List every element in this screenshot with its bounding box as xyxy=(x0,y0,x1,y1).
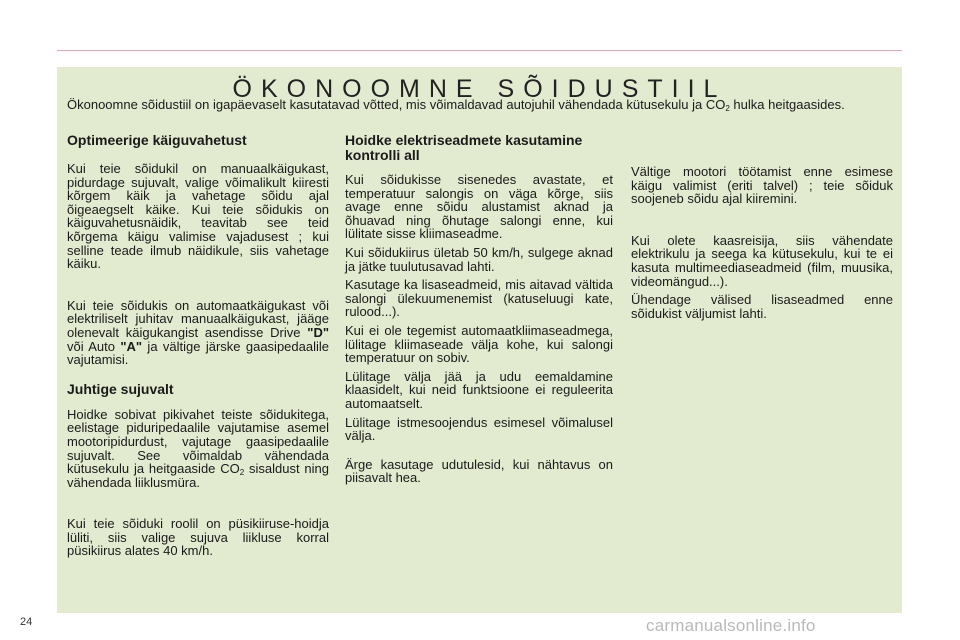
text-smooth-b: sisaldust ning vähendada liiklusmüra. xyxy=(67,461,329,490)
intro-text-end: hulka heitgaasides. xyxy=(729,97,845,112)
page-number: 24 xyxy=(20,616,33,628)
paragraph-automatic-gearbox xyxy=(67,299,329,367)
paragraph-defrost: Lülitage välja jää ja udu eemaldamine klaasidelt, kui neid funktsioone ei reguleerita automaatselt. xyxy=(345,368,613,411)
top-divider xyxy=(57,50,902,51)
watermark: carmanualsonline.info xyxy=(646,616,816,635)
column-right xyxy=(631,165,893,320)
heading-gear-shifting: Optimeerige käiguvahetust xyxy=(67,132,247,148)
text-automatic-mid: või Auto xyxy=(67,338,121,354)
intro-paragraph xyxy=(67,98,897,112)
paragraph-fog-lamps: Ärge kasutage udutulesid, kui nähtavus on piisavalt hea. xyxy=(345,456,613,486)
paragraph-passenger-multimedia: Kui olete kaasreisija, siis vähendate elektrikulu ja seega ka kütusekulu, kui te ei kasuta multimeediaseadmeid (film, muusika, videomängud...). xyxy=(631,232,893,289)
text-smooth-a: Hoidke sobivat pikivahet teiste sõidukitega, eelistage piduripedaalile vajutamise asemel mootoripidurdust, vajutage gaasipedaalile sujuvalt. See võimaldab vähendada kütusekulu ja heitgaaside CO xyxy=(67,406,329,477)
paragraph-accessories: Kasutage ka lisaseadmeid, mis aitavad vältida salongi ülekuumenemist (katuseluugi kate, rulood...). xyxy=(345,277,613,320)
paragraph-manual-gearbox: Kui teie sõidukil on manuaalkäigukast, pidurdage sujuvalt, valige võimalikult kiiresti kõrgem käik ja vahetage sõidu ajal õigeaegselt käike. Kui teie sõidukis on käiguvahetusnäidik, teavitab see teid kõrgema käigu valimise vajadusest ; kui selline teade ilmub näidikule, siis vahetage käiku. xyxy=(67,161,329,272)
text-automatic-a: Kui teie sõidukis on automaatkäigukast või elektriliselt juhitav manuaalkäigukast, jääge olenevalt käigukangist asendisse Drive xyxy=(67,297,329,340)
text-automatic-c: ja vältige järske gaasipedaalile vajutamisi. xyxy=(67,338,329,368)
text-smooth-sub: 2 xyxy=(239,468,245,478)
paragraph-smooth-driving xyxy=(67,408,329,490)
column-middle xyxy=(345,133,613,485)
text-drive-d: "D" xyxy=(307,324,329,340)
paragraph-seat-heating: Lülitage istmesoojendus esimesel võimalusel välja. xyxy=(345,414,613,444)
heading-smooth-driving: Juhtige sujuvalt xyxy=(67,380,174,397)
intro-subscript: 2 xyxy=(725,104,730,113)
intro-text: Ökonoomne sõidustiil on igapäevaselt kasutatavad võtted, mis võimaldavad autojuhil vähendada kütusekulu ja CO xyxy=(67,97,726,112)
column-left xyxy=(67,133,329,558)
text-auto-a: "A" xyxy=(120,338,143,354)
paragraph-close-windows: Kui sõidukiirus ületab 50 km/h, sulgege aknad ja jätke tuulutusavad lahti. xyxy=(345,244,613,274)
paragraph-disconnect-devices: Ühendage välised lisaseadmed enne sõidukist väljumist lahti. xyxy=(631,292,893,321)
paragraph-engine-warmup: Vältige mootori töötamist enne esimese käigu valimist (eriti talvel) ; teie sõiduk soojeneb sõidu ajal kiiremini. xyxy=(631,164,893,207)
paragraph-ventilate: Kui sõidukisse sisenedes avastate, et temperatuur salongis on väga kõrge, siis avage enne sõidu alustamist aknad ja õhuavad ning õhutage salongi enne, kui lülitate sisse kliimaseadme. xyxy=(345,172,613,242)
page-title: ÖKONOOMNE SÕIDUSTIIL xyxy=(232,75,727,103)
paragraph-air-conditioning: Kui ei ole tegemist automaatkliimaseadmega, lülitage kliimaseade välja kohe, kui salongi temperatuur on sobiv. xyxy=(345,322,613,366)
paragraph-cruise-control: Kui teie sõiduki roolil on püsikiiruse-hoidja lüliti, siis valige sujuva liikluse korral püsikiirus alates 40 km/h. xyxy=(67,516,329,559)
heading-electrical-equipment: Hoidke elektriseadmete kasutamine kontrolli all xyxy=(345,132,583,163)
content-panel xyxy=(57,67,902,613)
